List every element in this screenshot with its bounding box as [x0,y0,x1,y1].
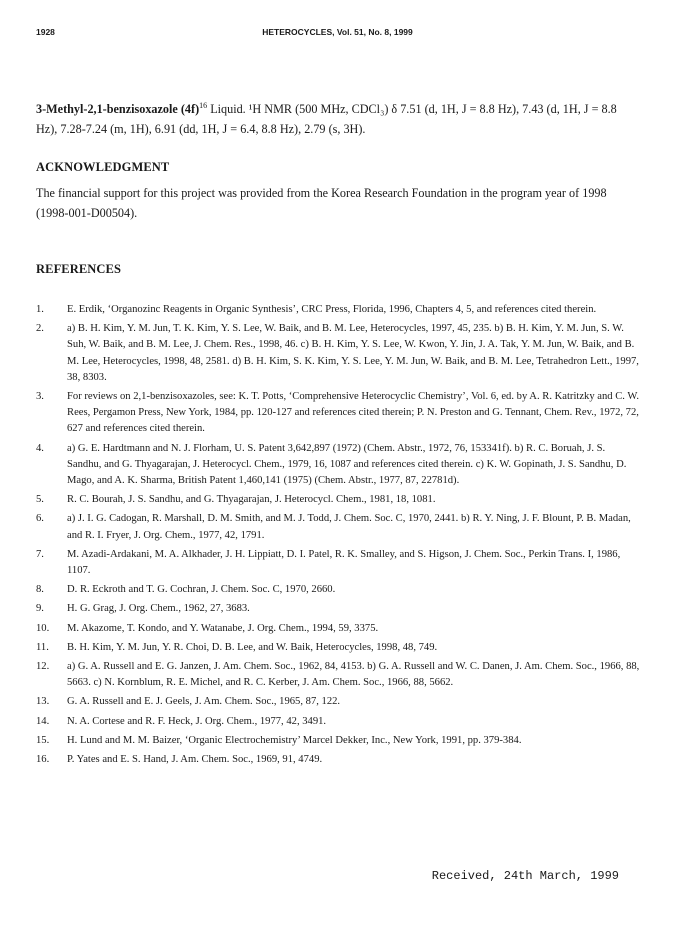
compound-nmr-data: ¹H NMR (500 MHz, CDCl₃) δ 7.51 (d, 1H, J = 8.8 Hz), 7.43 (d, 1H, J = 8.8 Hz), 7.28-7.24 (m, 1H), 6.91 (dd, 1H, J = 6.4, 8.8 Hz), 2.79 (s, 3H). [36,102,617,137]
reference-number: 2. [36,323,44,335]
reference-text: B. H. Kim, Y. M. Jun, Y. R. Choi, D. B. Lee, and W. Baik, Heterocycles, 1998, 48, 749. [67,641,438,653]
reference-number: 13. [36,696,50,708]
reference-item [36,547,640,579]
reference-item [36,694,640,710]
reference-item [36,511,640,543]
reference-number: 9. [36,603,44,615]
page-number: 1928 [36,27,55,37]
reference-item [36,659,640,691]
reference-text: E. Erdik, ‘Organozinc Reagents in Organic Synthesis’, CRC Press, Florida, 1996, Chapters 4, 5, and references cited therein. [67,304,597,315]
compound-name: 3-Methyl-2,1-benzisoxazole (4f) [36,102,200,117]
acknowledgment-heading: ACKNOWLEDGMENT [36,160,170,174]
reference-number: 12. [36,661,50,673]
compound-state: Liquid. [207,102,249,117]
acknowledgment-text: The financial support for this project was provided from the Korea Research Foundation in the program year of 1998 (1998-001-D00504). [36,186,607,220]
reference-item [36,441,640,490]
reference-item [36,492,640,508]
reference-number: 7. [36,548,44,560]
reference-number: 11. [36,641,49,653]
reference-number: 1. [36,304,44,315]
reference-item [36,621,640,637]
reference-item [36,733,640,749]
reference-item [36,302,640,318]
reference-text: a) G. E. Hardtmann and N. J. Florham, U. S. Patent 3,642,897 (1972) (Chem. Abstr., 1972, 76, 153341f). b) R. C. Boruah, J. S. Sandhu, and G. Thyagarajan, J. Heterocycl. Chem., 1979, 16, 1087 and references cited therein. c) K. W. Gopinath, J. S. Sandhu, D. Mago, and A. K. Sharma, British Patent 1,460,141 (1975) (Chem. Abstr., 1977, 87, 22781d). [67,442,627,487]
reference-item [36,752,640,768]
reference-text: M. Azadi-Ardakani, M. A. Alkhader, J. H. Lippiatt, D. I. Patel, R. K. Smalley, and S. Higson, J. Chem. Soc., Perkin Trans. I, 1986, 1107. [67,548,621,577]
reference-number: 8. [36,584,44,596]
journal-citation: HETEROCYCLES, Vol. 51, No. 8, 1999 [262,27,413,37]
reference-text: M. Akazome, T. Kondo, and Y. Watanabe, J. Org. Chem., 1994, 59, 3375. [67,622,379,634]
reference-text: R. C. Bourah, J. S. Sandhu, and G. Thyagarajan, J. Heterocycl. Chem., 1981, 18, 1081. [67,494,436,506]
references-list [36,302,640,771]
reference-text: For reviews on 2,1-benzisoxazoles, see: K. T. Potts, ‘Comprehensive Heterocyclic Chemistry’, Vol. 6, ed. by A. R. Katritzky and C. W. Rees, Pergamon Press, New York, 1984, pp. 120-127 and references cited therein; P. N. Preston and G. Tennant, Chem. Rev., 1972, 72, 627 and references cited therein. [67,391,640,435]
reference-item [36,582,640,598]
reference-item [36,389,640,438]
reference-text: a) G. A. Russell and E. G. Janzen, J. Am. Chem. Soc., 1962, 84, 4153. b) G. A. Russell and W. C. Danen, J. Am. Chem. Soc., 1966, 88, 5663. c) N. Kornblum, R. E. Michel, and R. C. Kerber, J. Am. Chem. Soc., 1966, 88, 5662. [67,661,640,689]
reference-item [36,321,640,386]
reference-number: 14. [36,715,50,727]
reference-item [36,714,640,730]
reference-text: P. Yates and E. S. Hand, J. Am. Chem. Soc., 1969, 91, 4749. [67,754,323,766]
received-date: Received, 24th March, 1999 [431,869,619,883]
page-header [36,27,639,41]
reference-text: H. G. Grag, J. Org. Chem., 1962, 27, 3683. [67,603,250,615]
reference-number: 4. [36,442,44,454]
reference-text: a) J. I. G. Cadogan, R. Marshall, D. M. Smith, and M. J. Todd, J. Chem. Soc. C, 1970, 2441. b) R. Y. Ning, J. F. Blount, P. B. Madan, and R. I. Fryer, J. Org. Chem., 1977, 42, 1791. [67,513,631,541]
reference-text: N. A. Cortese and R. F. Heck, J. Org. Chem., 1977, 42, 3491. [67,715,327,727]
reference-text: D. R. Eckroth and T. G. Cochran, J. Chem. Soc. C, 1970, 2660. [67,584,336,596]
compound-reference-mark: 16 [199,101,208,110]
compound-entry [36,96,636,139]
reference-number: 10. [36,622,50,634]
reference-number: 15. [36,734,50,746]
reference-number: 6. [36,513,44,525]
references-heading: REFERENCES [36,262,122,276]
reference-number: 3. [36,391,44,403]
reference-item [36,601,640,617]
reference-text: H. Lund and M. M. Baizer, ‘Organic Electrochemistry’ Marcel Dekker, Inc., New York, 1991, pp. 379-384. [67,734,522,746]
reference-number: 16. [36,754,50,766]
reference-text: G. A. Russell and E. J. Geels, J. Am. Chem. Soc., 1965, 87, 122. [67,696,341,708]
reference-text: a) B. H. Kim, Y. M. Jun, T. K. Kim, Y. S. Lee, W. Baik, and B. M. Lee, Heterocycles, 1997, 45, 235. b) B. H. Kim, Y. M. Jun, S. W. Suh, W. Baik, and B. M. Lee, J. Chem. Res., 1998, 46. c) B. H. Kim, Y. S. Lee, W. Kwon, Y. Jin, J. A. Tak, Y. M. Jun, W. Baik, and B. M. Lee, Heterocycles, 1998, 48, 2581. d) B. H. Kim, S. K. Kim, Y. S. Lee, Y. M. Jun, W. Baik, and B. M. Lee, Tetrahedron Lett., 1997, 38, 8303. [67,323,639,383]
reference-number: 5. [36,494,44,506]
reference-item [36,640,640,656]
